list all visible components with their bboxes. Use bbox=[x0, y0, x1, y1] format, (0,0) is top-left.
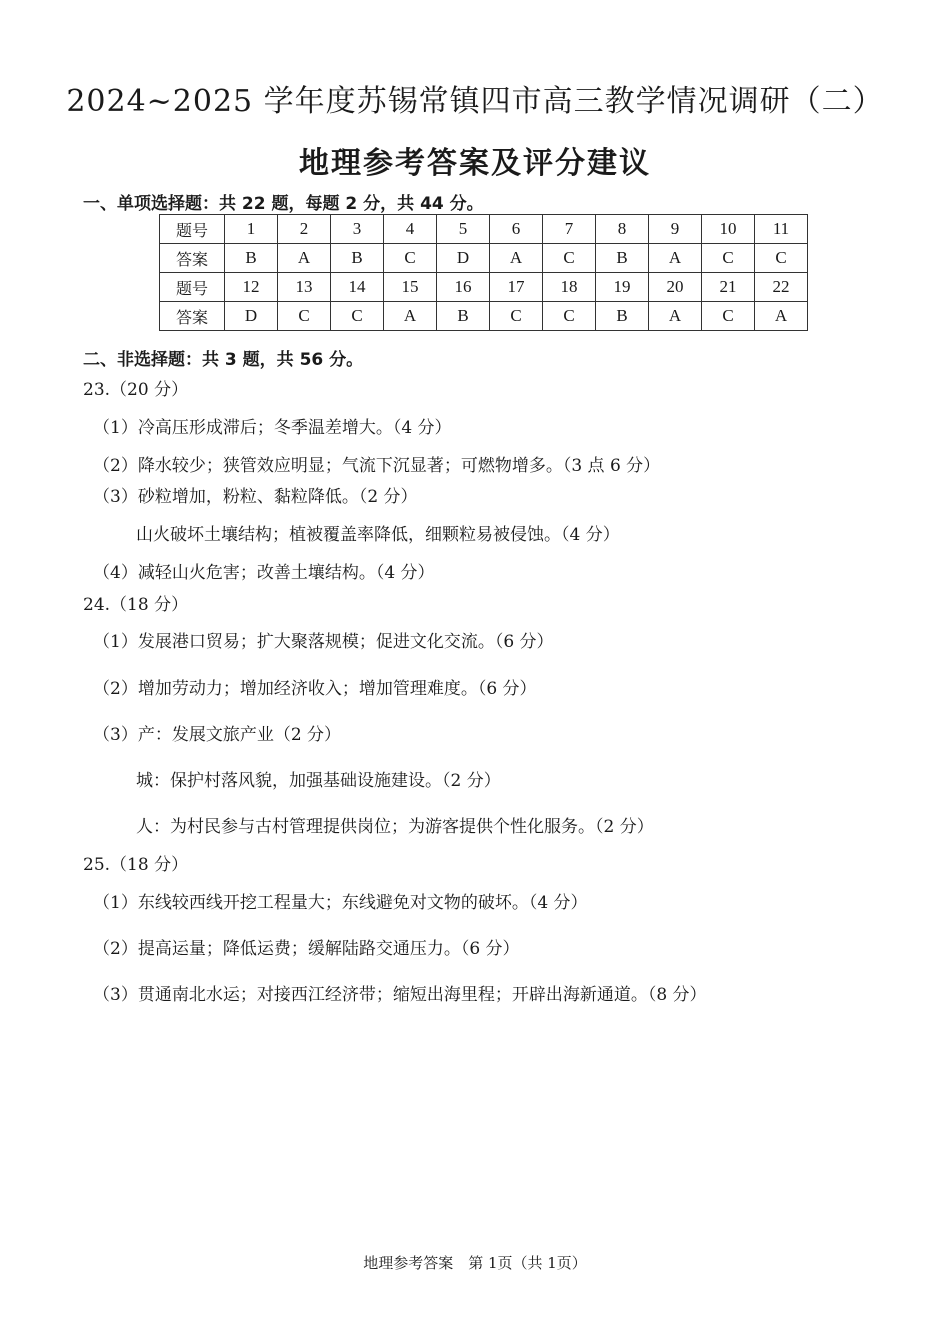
question-25-heading: 25.（18 分） bbox=[83, 855, 189, 875]
table-cell: B bbox=[225, 244, 278, 273]
answer-line: （2）提高运量；降低运费；缓解陆路交通压力。（6 分） bbox=[93, 939, 520, 959]
answer-line: （2）降水较少；狭管效应明显；气流下沉显著；可燃物增多。（3 点 6 分） bbox=[93, 456, 661, 476]
table-cell: 13 bbox=[278, 273, 331, 302]
table-cell: A bbox=[490, 244, 543, 273]
table-row bbox=[160, 244, 808, 273]
section2-heading: 二、非选择题：共 3 题，共 56 分。 bbox=[83, 350, 364, 370]
answer-line: （1）冷高压形成滞后；冬季温差增大。（4 分） bbox=[93, 418, 452, 438]
page-title: 2024~2025 学年度苏锡常镇四市高三教学情况调研（二） bbox=[66, 84, 884, 119]
page-subtitle: 地理参考答案及评分建议 bbox=[299, 146, 651, 181]
table-cell: 17 bbox=[490, 273, 543, 302]
table-cell: 11 bbox=[755, 215, 808, 244]
answer-line: 山火破坏土壤结构；植被覆盖率降低，细颗粒易被侵蚀。（4 分） bbox=[136, 525, 620, 545]
page-footer: 地理参考答案 第 1页（共 1页） bbox=[363, 1254, 587, 1272]
table-cell: B bbox=[437, 302, 490, 331]
table-cell: A bbox=[278, 244, 331, 273]
table-cell: 15 bbox=[384, 273, 437, 302]
table-cell: 9 bbox=[649, 215, 702, 244]
table-row bbox=[160, 302, 808, 331]
table-cell: 16 bbox=[437, 273, 490, 302]
table-cell: A bbox=[755, 302, 808, 331]
answer-line: （1）发展港口贸易；扩大聚落规模；促进文化交流。（6 分） bbox=[93, 632, 554, 652]
row-label: 答案 bbox=[160, 244, 225, 273]
section1-heading: 一、单项选择题：共 22 题，每题 2 分，共 44 分。 bbox=[83, 194, 484, 214]
table-cell: 22 bbox=[755, 273, 808, 302]
table-cell: B bbox=[596, 302, 649, 331]
table-cell: A bbox=[649, 302, 702, 331]
question-24-heading: 24.（18 分） bbox=[83, 595, 189, 615]
table-cell: 8 bbox=[596, 215, 649, 244]
answer-line: （3）贯通南北水运；对接西江经济带；缩短出海里程；开辟出海新通道。（8 分） bbox=[93, 985, 707, 1005]
table-cell: D bbox=[437, 244, 490, 273]
table-cell: 12 bbox=[225, 273, 278, 302]
table-row bbox=[160, 215, 808, 244]
row-label: 题号 bbox=[160, 273, 225, 302]
table-cell: 20 bbox=[649, 273, 702, 302]
answer-line: （2）增加劳动力；增加经济收入；增加管理难度。（6 分） bbox=[93, 679, 537, 699]
table-cell: 3 bbox=[331, 215, 384, 244]
table-cell: A bbox=[649, 244, 702, 273]
table-cell: C bbox=[278, 302, 331, 331]
table-cell: 5 bbox=[437, 215, 490, 244]
answer-line: 人：为村民参与古村管理提供岗位；为游客提供个性化服务。（2 分） bbox=[136, 817, 654, 837]
table-cell: 7 bbox=[543, 215, 596, 244]
table-cell: C bbox=[384, 244, 437, 273]
table-cell: 19 bbox=[596, 273, 649, 302]
table-cell: 6 bbox=[490, 215, 543, 244]
table-cell: B bbox=[331, 244, 384, 273]
table-cell: 21 bbox=[702, 273, 755, 302]
row-label: 答案 bbox=[160, 302, 225, 331]
row-label: 题号 bbox=[160, 215, 225, 244]
answer-line: （3）砂粒增加，粉粒、黏粒降低。（2 分） bbox=[93, 487, 418, 507]
table-cell: C bbox=[331, 302, 384, 331]
answer-line: 城：保护村落风貌，加强基础设施建设。（2 分） bbox=[136, 771, 501, 791]
table-cell: 18 bbox=[543, 273, 596, 302]
table-cell: C bbox=[490, 302, 543, 331]
table-cell: 10 bbox=[702, 215, 755, 244]
table-row bbox=[160, 273, 808, 302]
answer-line: （4）减轻山火危害；改善土壤结构。（4 分） bbox=[93, 563, 435, 583]
table-cell: 4 bbox=[384, 215, 437, 244]
table-cell: C bbox=[755, 244, 808, 273]
answer-table bbox=[159, 214, 808, 331]
table-cell: A bbox=[384, 302, 437, 331]
answer-line: （1）东线较西线开挖工程量大；东线避免对文物的破坏。（4 分） bbox=[93, 893, 588, 913]
answer-line: （3）产：发展文旅产业（2 分） bbox=[93, 725, 342, 745]
table-cell: 1 bbox=[225, 215, 278, 244]
table-cell: C bbox=[543, 244, 596, 273]
table-cell: C bbox=[702, 244, 755, 273]
question-23-heading: 23.（20 分） bbox=[83, 380, 189, 400]
table-cell: D bbox=[225, 302, 278, 331]
table-cell: B bbox=[596, 244, 649, 273]
table-cell: C bbox=[543, 302, 596, 331]
table-cell: 2 bbox=[278, 215, 331, 244]
table-cell: C bbox=[702, 302, 755, 331]
table-cell: 14 bbox=[331, 273, 384, 302]
